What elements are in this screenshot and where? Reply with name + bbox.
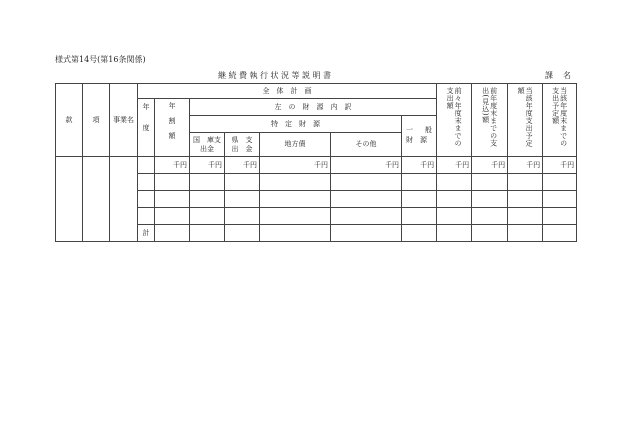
unit-chihousai: 千円 bbox=[260, 157, 331, 174]
header-nendo: 年度 bbox=[138, 99, 155, 157]
header-zennen-nendo: 前年度末までの支出(見込)額 bbox=[472, 84, 508, 157]
cell-nendo bbox=[138, 157, 155, 174]
unit-zennen: 千円 bbox=[472, 157, 508, 174]
department-label: 課名 bbox=[545, 71, 581, 80]
document-title: 継続費執行状況等説明書 bbox=[218, 71, 334, 80]
continuing-expense-table bbox=[55, 83, 577, 242]
cell-kou bbox=[83, 157, 110, 242]
header-zenzen-nendo: 前々年度末までの支出額 bbox=[437, 84, 472, 157]
unit-nenwari: 千円 bbox=[155, 157, 190, 174]
header-kan: 款 bbox=[56, 84, 83, 157]
unit-sonota: 千円 bbox=[331, 157, 402, 174]
unit-kokko: 千円 bbox=[190, 157, 225, 174]
header-chihousai: 地方債 bbox=[260, 133, 331, 157]
header-kokko: 国 庫支出金 bbox=[190, 133, 225, 157]
unit-tougai-yotei: 千円 bbox=[508, 157, 543, 174]
header-tougai-yotei: 当該年度支出予定額 bbox=[508, 84, 543, 157]
header-tokutei-zaigen: 特 定 財 源 bbox=[190, 116, 402, 133]
header-nenwari: 年割額 bbox=[155, 99, 190, 157]
cell-kan bbox=[56, 157, 83, 242]
header-kou: 項 bbox=[83, 84, 110, 157]
header-jigyo: 事業名 bbox=[110, 84, 138, 157]
header-zaigen-uchiwake: 左 の 財 源 内 訳 bbox=[190, 99, 437, 116]
unit-tougai-made: 千円 bbox=[543, 157, 577, 174]
header-zentai-keikaku: 全 体 計 画 bbox=[138, 84, 437, 99]
header-sonota: その他 bbox=[331, 133, 402, 157]
cell-jigyo bbox=[110, 157, 138, 242]
unit-ken: 千円 bbox=[225, 157, 260, 174]
header-ippan-zaigen: 一 般財 源 bbox=[402, 116, 437, 157]
header-row-1 bbox=[56, 84, 577, 99]
data-row-1 bbox=[56, 157, 577, 174]
header-tougai-made: 当該年度末までの支出予定額 bbox=[543, 84, 577, 157]
total-label: 計 bbox=[138, 225, 155, 242]
unit-zenzen: 千円 bbox=[437, 157, 472, 174]
form-number: 様式第14号(第16条関係) bbox=[55, 55, 146, 64]
header-ken: 県 支出 金 bbox=[225, 133, 260, 157]
unit-ippan: 千円 bbox=[402, 157, 437, 174]
